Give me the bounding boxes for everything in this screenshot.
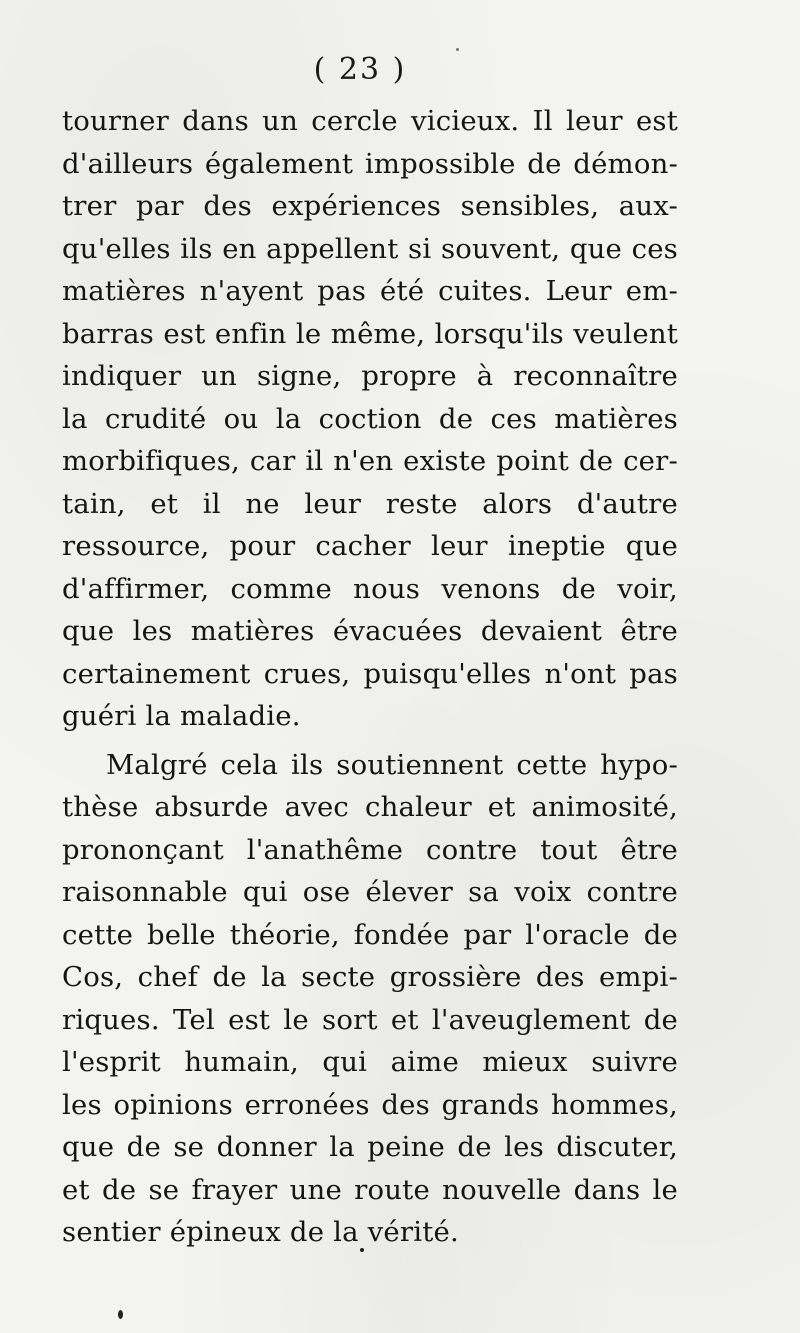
text-line: barras est enfin le même, lorsqu'ils veulent bbox=[62, 317, 678, 350]
text-line: et de se frayer une route nouvelle dans le bbox=[62, 1173, 678, 1206]
text-line: riques. Tel est le sort et l'aveuglement de bbox=[62, 1003, 678, 1036]
text-line: raisonnable qui ose élever sa voix contre bbox=[62, 876, 678, 908]
text-line: Cos, chef de la secte grossière des empi- bbox=[62, 961, 678, 993]
text-line: thèse absurde avec chaleur et animosité, bbox=[62, 791, 678, 823]
text-line: certainement crues, puisqu'elles n'ont pas bbox=[62, 657, 678, 690]
text-line: trer par des expériences sensibles, aux- bbox=[62, 190, 678, 222]
text-line: l'esprit humain, qui aime mieux suivre bbox=[62, 1046, 678, 1078]
text-line: que de se donner la peine de les discuter, bbox=[62, 1131, 678, 1163]
text-line: sentier épineux de la vérité. bbox=[62, 1216, 459, 1248]
text-line: d'ailleurs également impossible de démon- bbox=[62, 147, 678, 180]
text-line: tain, et il ne leur reste alors d'autre bbox=[62, 487, 678, 520]
text-line: tourner dans un cercle vicieux. Il leur est bbox=[62, 105, 678, 137]
body-text bbox=[62, 100, 678, 1254]
ink-speck bbox=[118, 1310, 123, 1319]
text-line: indiquer un signe, propre à reconnaître bbox=[62, 360, 678, 392]
ink-speck bbox=[360, 1248, 364, 1252]
text-line: matières n'ayent pas été cuites. Leur em- bbox=[62, 275, 678, 307]
ink-speck bbox=[456, 48, 459, 51]
text-line: Malgré cela ils soutiennent cette hypo- bbox=[106, 748, 678, 781]
text-line: cette belle théorie, fondée par l'oracle de bbox=[62, 918, 678, 951]
text-line: ressource, pour cacher leur ineptie que bbox=[62, 530, 678, 562]
text-line: que les matières évacuées devaient être bbox=[62, 615, 678, 647]
text-line: prononçant l'anathême contre tout être bbox=[62, 833, 678, 866]
page-number: ( 23 ) bbox=[313, 52, 407, 87]
paragraph-2 bbox=[62, 744, 678, 1254]
text-line: qu'elles ils en appellent si souvent, que ces bbox=[62, 232, 678, 265]
paragraph-1 bbox=[62, 100, 678, 738]
text-line: les opinions erronées des grands hommes, bbox=[62, 1088, 678, 1121]
text-line: guéri la maladie. bbox=[62, 700, 301, 732]
text-line: d'affirmer, comme nous venons de voir, bbox=[62, 572, 678, 605]
text-line: la crudité ou la coction de ces matières bbox=[62, 402, 678, 435]
text-line: morbifiques, car il n'en existe point de cer- bbox=[62, 445, 678, 477]
